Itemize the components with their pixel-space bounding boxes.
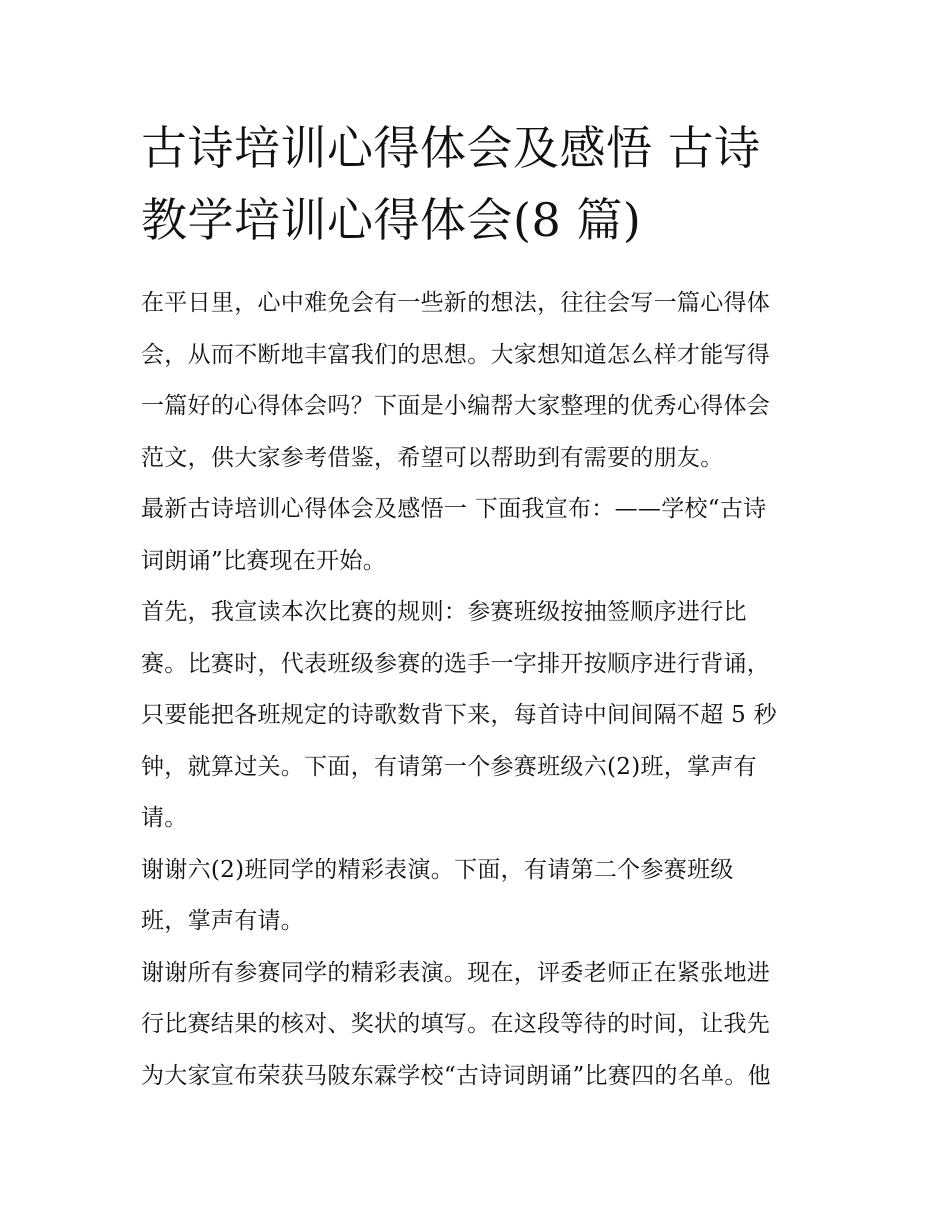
body-line: 一篇好的心得体会吗？下面是小编帮大家整理的优秀心得体会	[141, 393, 771, 419]
body-line: 赛。比赛时，代表班级参赛的选手一字排开按顺序进行背诵，	[141, 650, 771, 677]
title-line: 古诗培训心得体会及感悟 古诗	[141, 121, 761, 175]
title-line: 教学培训心得体会(8 篇)	[141, 193, 642, 247]
body-line: 请。	[141, 805, 188, 831]
body-line: 行比赛结果的核对、奖状的填写。在这段等待的时间，让我先	[141, 1011, 771, 1037]
document-title	[141, 112, 831, 256]
body-line: 首先，我宣读本次比赛的规则：参赛班级按抽签顺序进行比	[141, 599, 747, 625]
body-line: 会，从而不断地丰富我们的思想。大家想知道怎么样才能写得	[141, 341, 771, 368]
body-line: 在平日里，心中难免会有一些新的想法，往往会写一篇心得体	[141, 290, 771, 316]
body-line: 谢谢所有参赛同学的精彩表演。现在，评委老师正在紧张地进	[141, 959, 771, 986]
body-line: 词朗诵”比赛现在开始。	[141, 547, 387, 574]
body-line: 为大家宣布荣获马陂东霖学校“古诗词朗诵”比赛四的名单。他	[141, 1062, 771, 1089]
body-line: 只要能把各班规定的诗歌数背下来，每首诗中间间隔不超 5 秒	[141, 702, 777, 728]
body-line: 范文，供大家参考借鉴，希望可以帮助到有需要的朋友。	[141, 444, 724, 471]
body-line: 班，掌声有请。	[141, 908, 305, 934]
body-line: 钟，就算过关。下面，有请第一个参赛班级六(2)班，掌声有	[141, 753, 757, 780]
document-body	[141, 278, 831, 1102]
body-line: 谢谢六(2)班同学的精彩表演。下面，有请第二个参赛班级	[141, 856, 734, 883]
body-line: 最新古诗培训心得体会及感悟一 下面我宣布：——学校“古诗	[141, 496, 767, 522]
